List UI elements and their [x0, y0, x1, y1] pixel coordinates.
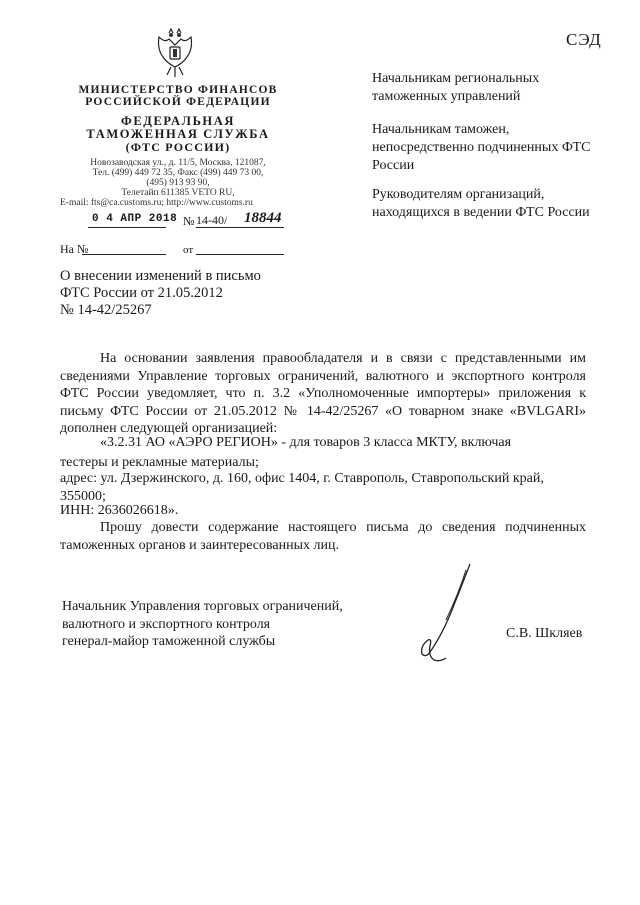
registration-date: 0 4 АПР 2018: [92, 213, 178, 225]
reference-label: На №: [60, 242, 89, 256]
signer-name: С.В. Шкляев: [506, 626, 583, 641]
reference-underline: [82, 254, 166, 255]
ministry-name-line2: РОССИЙСКОЙ ФЕДЕРАЦИИ: [85, 96, 271, 108]
number-printed: 14-40/: [196, 213, 228, 227]
agency-name-line3: (ФТС РОССИИ): [125, 140, 231, 154]
body-paragraph-3: тестеры и рекламные материалы;: [60, 455, 259, 470]
subject-line1: О внесении изменений в письмо: [60, 268, 261, 284]
address-line2: Тел. (499) 449 72 35, Факс (499) 449 73 00,: [92, 168, 264, 178]
body-paragraph-6: Прошу довести содержание настоящего письма до сведения подчиненных таможенных органов и заинтересованных лиц.: [60, 520, 586, 553]
number-label: №: [183, 214, 195, 228]
address-line1: Новозаводская ул., д. 11/5, Москва, 121087,: [90, 158, 266, 168]
signer-title-line1: Начальник Управления торговых ограничений,: [62, 599, 343, 614]
signer-title-line3: генерал-майор таможенной службы: [62, 634, 276, 649]
document-mark: СЭД: [566, 30, 602, 49]
agency-name-line1: ФЕДЕРАЛЬНАЯ: [120, 114, 236, 128]
addressee-3: Руководителям организаций, находящихся в ведении ФТС России: [372, 187, 590, 220]
signer-title: [62, 598, 343, 651]
addressee-1: Начальникам региональных таможенных управлений: [372, 71, 540, 104]
agency-name-line2: ТАМОЖЕННАЯ СЛУЖБА: [86, 127, 270, 141]
reference-from-label: от: [183, 244, 194, 256]
body-paragraph-4: адрес: ул. Дзержинского, д. 160, офис 1404, г. Ставрополь, Ставропольский край, 355000;: [60, 471, 544, 504]
address-line4: Телетайп 611385 VETO RU,: [121, 188, 235, 198]
reference-from-underline: [196, 254, 284, 255]
body-paragraph-2: «3.2.31 АО «АЭРО РЕГИОН» - для товаров 3 класса МКТУ, включая: [100, 435, 512, 450]
addressee-2: Начальникам таможен, непосредственно подчиненных ФТС России: [372, 122, 591, 173]
body-paragraph-1: На основании заявления правообладателя и в связи с представленными им сведениями Управление торговых ограничений, валютного и экспортного контроля ФТС России уведомляет, что п. 3.2 «Уполномоченные импортеры» приложения к письму ФТС России от 21.05.2012 № 14-42/25267 «О товарном знаке «BVLGARI» дополнен следующей организацией:: [60, 351, 586, 436]
handwritten-signature: [400, 560, 480, 670]
address-line3: (495) 913 93 90,: [146, 178, 210, 188]
coat-of-arms-icon: [153, 27, 197, 79]
number-underline: [196, 227, 284, 228]
subject-line3: № 14-42/25267: [60, 302, 152, 318]
email-line: E-mail: fts@ca.customs.ru; http://www.customs.ru: [60, 198, 253, 208]
number-handwritten: 18844: [244, 210, 282, 226]
ministry-name-line1: МИНИСТЕРСТВО ФИНАНСОВ: [78, 84, 278, 96]
signer-title-line2: валютного и экспортного контроля: [62, 616, 271, 632]
subject: [60, 268, 261, 319]
subject-line2: ФТС России от 21.05.2012: [60, 285, 223, 301]
body-paragraph-5: ИНН: 2636026618».: [60, 503, 179, 518]
